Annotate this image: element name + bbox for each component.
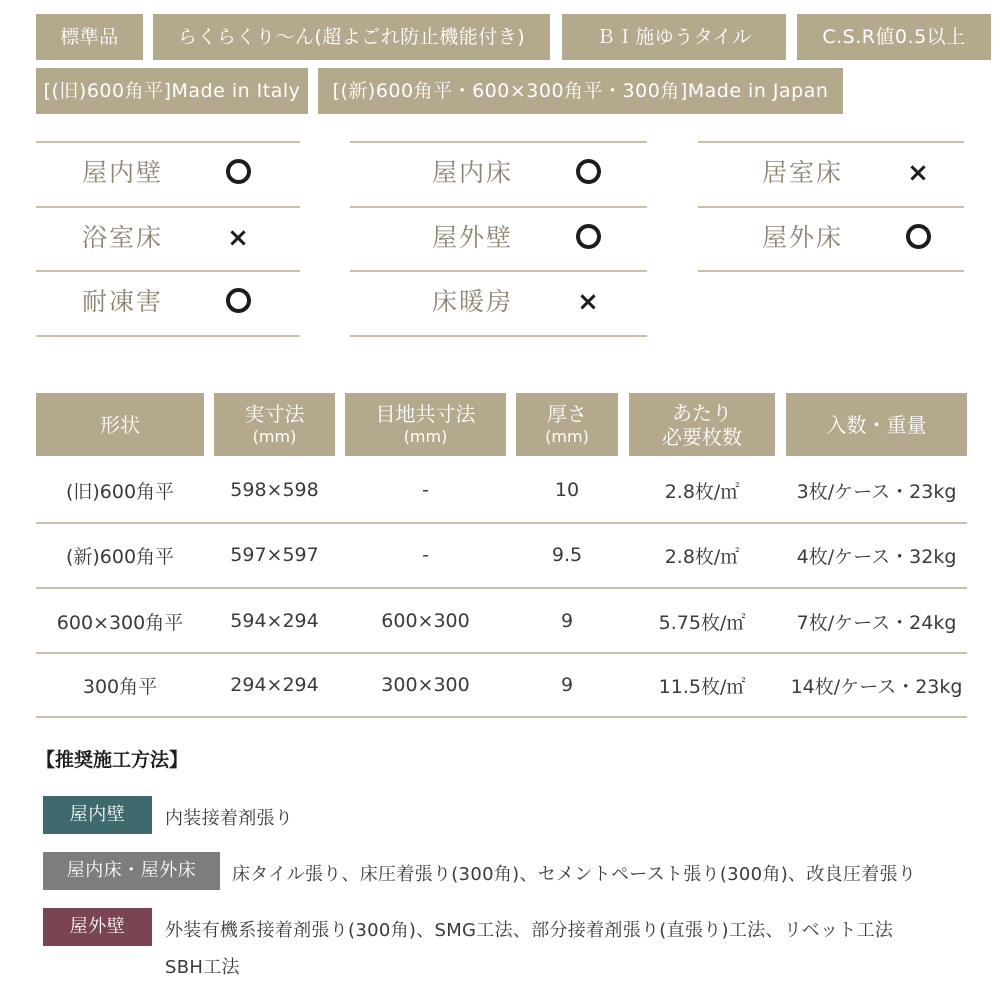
cell-quantity-weight: 14枚/ケース・23kg (790, 675, 963, 698)
tag-easy-clean: らくらくり〜ん(超よごれ防止機能付き) (153, 14, 550, 60)
usage-label: 床暖房 (432, 287, 514, 316)
row-divider (36, 716, 967, 718)
method-badge-outdoor-wall: 屋外壁 (43, 908, 152, 946)
table-row (36, 458, 967, 522)
usage-label: 屋内床 (432, 158, 514, 187)
header-unit: (mm) (252, 426, 297, 446)
header-label: 厚さ (547, 401, 587, 426)
divider (350, 335, 647, 337)
cell-shape: (新)600角平 (65, 545, 175, 568)
header-shape (36, 393, 204, 456)
usage-item-floor-heating (350, 270, 647, 334)
cell-thickness: 10 (554, 479, 580, 501)
method-text-floors: 床タイル張り、床圧着張り(300角)、セメントペースト張り(300角)、改良圧着張り (232, 864, 917, 885)
cell-thickness: 9 (560, 610, 574, 632)
cell-quantity-weight: 7枚/ケース・24kg (796, 611, 957, 634)
header-thickness (516, 393, 618, 456)
usage-label: 耐凍害 (82, 287, 164, 316)
cell-thickness: 9 (560, 674, 574, 696)
method-badge-floors: 屋内床・屋外床 (43, 852, 220, 890)
usage-item-outdoor-wall (350, 206, 647, 270)
method-text-outdoor-wall: 外装有機系接着剤張り(300角)、SMG工法、部分接着剤張り(直張り)工法、リベット工法 (165, 920, 894, 941)
usage-item-indoor-floor (350, 141, 647, 205)
header-unit: (mm) (403, 426, 448, 446)
cell-joint-size: 300×300 (381, 674, 470, 696)
cell-per-sqm: 5.75枚/㎡ (658, 611, 746, 634)
cell-joint-size: 600×300 (381, 610, 470, 632)
cell-shape: 600×300角平 (56, 611, 184, 634)
cell-per-sqm: 2.8枚/㎡ (664, 480, 740, 503)
table-row (36, 589, 967, 653)
method-badge-indoor-wall: 屋内壁 (43, 796, 152, 834)
usage-item-bathroom-floor (36, 206, 300, 270)
header-label: あたり (672, 400, 732, 425)
table-row (36, 523, 967, 587)
suitable-circle-icon (568, 206, 608, 270)
cell-actual-size: 597×597 (230, 544, 319, 566)
cell-per-sqm: 11.5枚/㎡ (658, 675, 746, 698)
tag-made-in-japan: [(新)600角平・600×300角平・300角]Made in Japan (318, 68, 843, 114)
cell-quantity-weight: 4枚/ケース・32kg (796, 545, 957, 568)
cell-joint-size: - (422, 479, 429, 501)
header-unit: (mm) (545, 426, 589, 446)
usage-label: 屋外床 (762, 223, 844, 252)
suitable-circle-icon (898, 206, 938, 270)
usage-item-indoor-wall (36, 141, 300, 205)
header-label: 実寸法 (244, 401, 305, 426)
usage-item-outdoor-floor (698, 206, 964, 270)
usage-item-living-floor (698, 141, 964, 205)
usage-item-frost-resistance (36, 270, 300, 334)
header-label: 目地共寸法 (375, 401, 476, 426)
header-actual-size (214, 393, 335, 456)
method-text-outdoor-wall-line2: SBH工法 (165, 957, 240, 978)
table-row (36, 653, 967, 717)
header-joint-size (345, 393, 506, 456)
unsuitable-cross-icon: × (227, 223, 249, 253)
divider (698, 270, 964, 272)
tag-made-in-italy: [(旧)600角平]Made in Italy (36, 68, 308, 114)
header-per-sqm (629, 393, 775, 456)
suitable-circle-icon (218, 141, 258, 205)
unsuitable-cross-icon: × (907, 158, 929, 188)
usage-label: 居室床 (762, 158, 844, 187)
usage-label: 屋外壁 (432, 223, 514, 252)
cell-quantity-weight: 3枚/ケース・23kg (796, 480, 957, 503)
cell-shape: 300角平 (82, 675, 158, 698)
tag-bi-glaze: ＢＩ施ゆうタイル (562, 14, 786, 60)
suitable-circle-icon (218, 270, 258, 334)
method-text-indoor-wall: 内装接着剤張り (165, 808, 294, 829)
header-label: 形状 (100, 412, 140, 437)
suitable-circle-icon (568, 141, 608, 205)
cell-per-sqm: 2.8枚/㎡ (664, 545, 740, 568)
header-label: 入数・重量 (826, 412, 927, 437)
unsuitable-cross-icon: × (577, 287, 599, 317)
usage-label: 屋内壁 (82, 158, 164, 187)
cell-thickness: 9.5 (551, 544, 583, 566)
cell-joint-size: - (422, 544, 429, 566)
cell-shape: (旧)600角平 (65, 480, 175, 503)
cell-actual-size: 598×598 (230, 479, 319, 501)
divider (36, 335, 300, 337)
cell-actual-size: 294×294 (230, 674, 319, 696)
tag-csr: C.S.R値0.5以上 (797, 14, 991, 60)
tag-standard: 標準品 (36, 14, 143, 60)
header-quantity-weight (786, 393, 967, 456)
usage-label: 浴室床 (82, 223, 164, 252)
cell-actual-size: 594×294 (230, 610, 319, 632)
header-label: 必要枚数 (662, 424, 742, 449)
methods-title: 【推奨施工方法】 (36, 749, 189, 771)
